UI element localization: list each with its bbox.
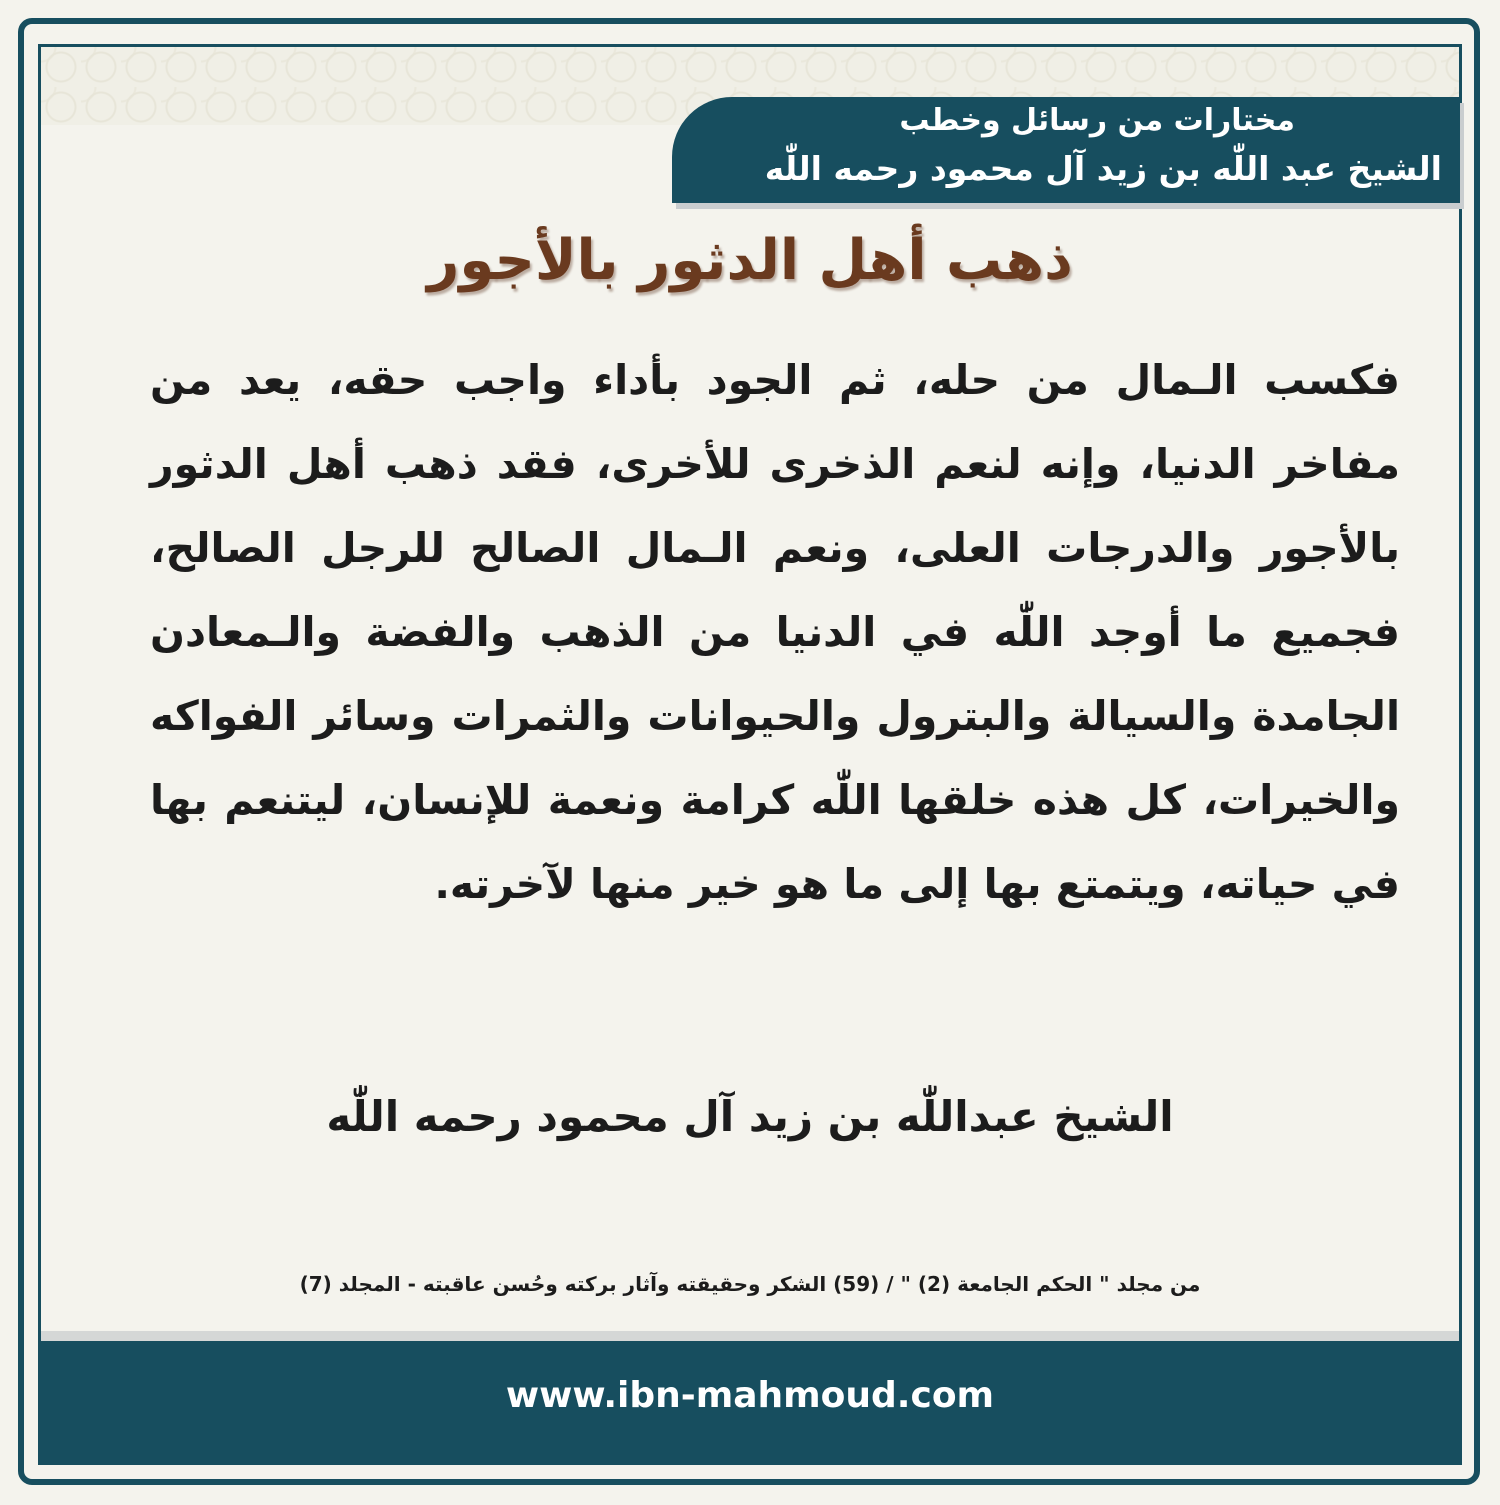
author-signature: الشيخ عبداللّٰه بن زيد آل محمود رحمه اللّٰه	[326, 1092, 1174, 1141]
header-banner	[672, 97, 1460, 203]
body-paragraph: فكسب الـمال من حله، ثم الجود بأداء واجب حقه، يعد من مفاخر الدنيا، وإنه لنعم الذخرى للأخرى، فقد ذهب أهل الدثور بالأجور والدرجات العلى، ونعم الـمال الصالح للرجل الصالح، فجميع ما أوجد اللّٰه في الدنيا من الذهب والفضة والـمعادن الجامدة والسيالة والبترول والحيوانات والثمرات وسائر الفواكه والخيرات، كل هذه خلقها اللّٰه كرامة ونعمة للإنسان، ليتنعم بها في حياته، ويتمتع بها إلى ما هو خير منها لآخرته.	[150, 356, 1400, 908]
footer-bar	[41, 1341, 1459, 1462]
header-series-title: مختارات من رسائل وخطب	[899, 103, 1295, 138]
header-author-name: الشيخ عبد اللّٰه بن زيد آل محمود رحمه اللّٰه	[764, 149, 1442, 188]
footer-shadow	[41, 1331, 1459, 1341]
page-title: ذهب أهل الدثور بالأجور	[427, 228, 1073, 293]
source-citation: من مجلد " الحكم الجامعة (2) " / (59) الشكر وحقيقته وآثار بركته وحُسن عاقبته - المجلد (7)	[299, 1272, 1201, 1296]
website-link[interactable]: www.ibn-mahmoud.com	[505, 1375, 995, 1416]
